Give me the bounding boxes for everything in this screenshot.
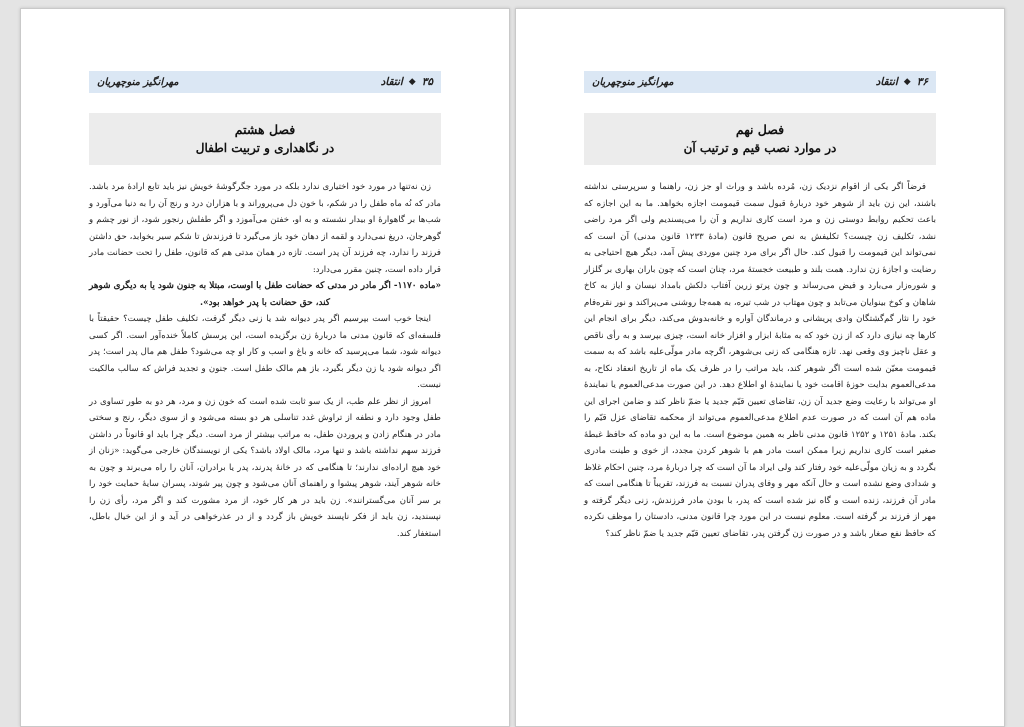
paragraph: اینجا خوب است بپرسیم اگر پدر دیوانه شد یا زنی دیگر گرفت، تکلیف طفل چیست؟ حقیقتاً با فلسفه‌ای که قانون مدنی ما دربارهٔ زن برگزیده است، این پرسش کاملاً خنده‌آور است. اگر کسی دیوانه شود، شما می‌پرسید که خانه و باغ و اسب و کار او چه می‌شود؟ طفل هم مال پدر است؛ پدر اگر دیوانه شود یا زن دیگر بگیرد، باز هم مالک طفل است. جنون و تجدید فراش که سالب مالکیت نیست.: [89, 314, 441, 390]
running-header: [584, 71, 936, 93]
chapter-heading: [89, 113, 441, 165]
chapter-heading: [584, 113, 936, 165]
header-section: [381, 76, 433, 88]
header-section: [876, 76, 928, 88]
paragraph: فرضاً اگر یکی از اقوام نزدیک زن، مُرده باشد و وراث او جز زن، راهنما و سرپرستی نداشته باشند، این زن باید از شوهر خود دربارهٔ قبول سمت قیمومت اجازه بخواهد. ما به این اجازه که باعث تحکیم روابط دوستی زن و مرد است کاری نداریم و آن را می‌پسندیم ولی اگر مرد راضی نشد، تکلیف زن چیست؟ تکلیفش به نص صریح قانون (مادهٔ ۱۲۳۳ قانون مدنی) آن است که نمی‌تواند این قیمومت را قبول کند. حال اگر برای مرد چنین موردی پیش آمد، دیگر هیچ احتیاجی به رضایت و اجازهٔ زن ندارد. همت بلند و طبیعت خجستهٔ مرد، چنان است که چون باران بهاری بر گلزار و شوره‌زار می‌بارد و فیض می‌رساند و چون پرتو زرین آفتاب دلکش بامداد نیسان و ایاز به کاخ شاهان و کوخ بینوایان می‌تابد و چون مهتاب در شب تیره، به همه‌جا روشنی می‌پراکند و نور نقره‌فام خود را نثار گم‌گشتگان وادی پریشانی و درماندگان آواره و خانه‌بدوش می‌کند، دیگر برای انجام این کارها چه نیازی دارد که از زن خود که به مثابهٔ ابزار و افزار خانه است، چیزی بپرسد و به رأی ناقص و عقل ناچیز وی وقعی نهد. تازه هنگامی که زنی بی‌شوهر، اگرچه مادر مولّی‌علیه باشد که به سمت قیمومت معیّن شده است اگر شوهر کند، باید مراتب را در ظرف یک ماه از تاریخ انعقاد نکاح، به مدعی‌العموم بدایت حوزهٔ اقامت خود یا نمایندهٔ او اطلاع دهد. در این صورت مدعی‌العموم یا نمایندهٔ او می‌تواند با رعایت وضع جدید آن زن، تقاضای تعیین قیّم جدید یا ضمّ ناظر کند و ضامن اجرای این ماده هم آن است که در صورت عدم اطلاع مدعی‌العموم می‌تواند از محکمه تقاضای عزل قیّم را بکند. مادهٔ ۱۲۵۱ و ۱۲۵۲ قانون مدنی ناظر به همین موضوع است. ما به این دو ماده که حافظ غبطهٔ صغیر است کاری نداریم زیرا ممکن است مادر هم با شوهر کردن مجدد، از خوی و طینت مادری بگردد و به زیان مولّی‌علیه خود رفتار کند ولی ایراد ما آن است که چرا دربارهٔ مرد، چنین احکام غلاظ و شدادی وضع نشده است و حال آنکه مهر و وفای پدران نسبت به فرزند، تقریباً تا هنگامی است که مادر آن فرزند، زنده است و گاه نیز شده است که پدر، با بودن مادر فرزندش، زنی دیگر گرفته و مهر از فرزند بر گرفته است. معلوم نیست در این مورد چرا قانون مدنی، دادستان را موظف نکرده که حافظ نفع صغار باشد و در صورت زن گرفتن پدر، تقاضای تعیین قیّم جدید یا ضمّ ناظر کند؟: [584, 182, 936, 539]
section-title: انتقاد: [380, 76, 403, 88]
page-number: ۳۵: [421, 76, 433, 88]
book-page-right: [515, 8, 1005, 727]
chapter-title: فصل نهم: [735, 122, 785, 137]
law-article-quote: «ماده ۱۱۷۰- اگر مادر در مدتی که حضانت طفل با اوست، مبتلا به جنون شود یا به دیگری شوهر کند، حق حضانت با پدر خواهد بود».: [89, 281, 441, 308]
author-name: مهرانگیز منوچهریان: [592, 76, 674, 88]
author-name: مهرانگیز منوچهریان: [97, 76, 179, 88]
chapter-subtitle: در نگاهداری و تربیت اطفال: [195, 141, 335, 155]
body-text: [584, 179, 936, 542]
diamond-icon: ◆: [903, 77, 911, 87]
running-header: [89, 71, 441, 93]
body-text: [89, 179, 441, 542]
chapter-subtitle: در موارد نصب قیم و ترتیب آن: [683, 141, 837, 155]
paragraph: زن نه‌تنها در مورد خود اختیاری ندارد بلکه در مورد جگرگوشهٔ خویش نیز باید تابع ارادهٔ مرد باشد. مادر که نُه ماه طفل را در شکم، با خون دل می‌پروراند و با هزاران درد و رنج آن را به دنیا می‌آورد و شب‌ها بر گاهوارهٔ او بیدار نشسته و به او، خفتن می‌آموزد و اگر طفلش رنجور شود، از نور چشم و گوهرجان، دریغ نمی‌دارد و لقمه از دهان خود باز می‌گیرد تا فرزندش تا شکم سیر بخوابد، حق داشتن فرزند را ندارد، چه فرزند آن پدر است. تازه در همان مدتی هم که قانون، طفل را تحت حضانت مادر قرار داده است، چنین مقرر می‌دارد:: [89, 182, 441, 275]
page-number: ۳۶: [916, 76, 928, 88]
diamond-icon: ◆: [408, 77, 416, 87]
paragraph: امروز از نظر علم طب، از یک سو ثابت شده است که خون زن و مرد، هر دو به طور تساوی در طفل وجود دارد و نطفه از تراوش غدد تناسلی هر دو بسته می‌شود و از سوی دیگر، رنج و سختی مادر در هنگام زادن و پروردن طفل، به مراتب بیشتر از مرد است. دیگر چرا باید او قانوناً در داشتن فرزند سهم نداشته باشد و تنها مرد، مالک اولاد باشد؟ یکی از نویسندگان خارجی می‌گوید: «زنان از خود هیچ اراده‌ای ندارند؛ تا هنگامی که در خانهٔ پدرند، پدر یا برادران، آنان را راه می‌برند و چون به خانه شوهر آیند، شوهر پیشوا و راهنمای آنان می‌شود و چون پیر شوند، پسران سایهٔ حمایت خود را بر سر آنان می‌گسترانند». زن باید در هر کار خود، از مرد مشورت کند و اگر مرد، رأی زن را نپسندید، زن باید از فکر ناپسند خویش باز گردد و از در عذرخواهی در آید و از این خیال باطل، استغفار کند.: [89, 396, 441, 539]
section-title: انتقاد: [875, 76, 898, 88]
book-page-left: [20, 8, 510, 727]
chapter-title: فصل هشتم: [234, 122, 296, 137]
